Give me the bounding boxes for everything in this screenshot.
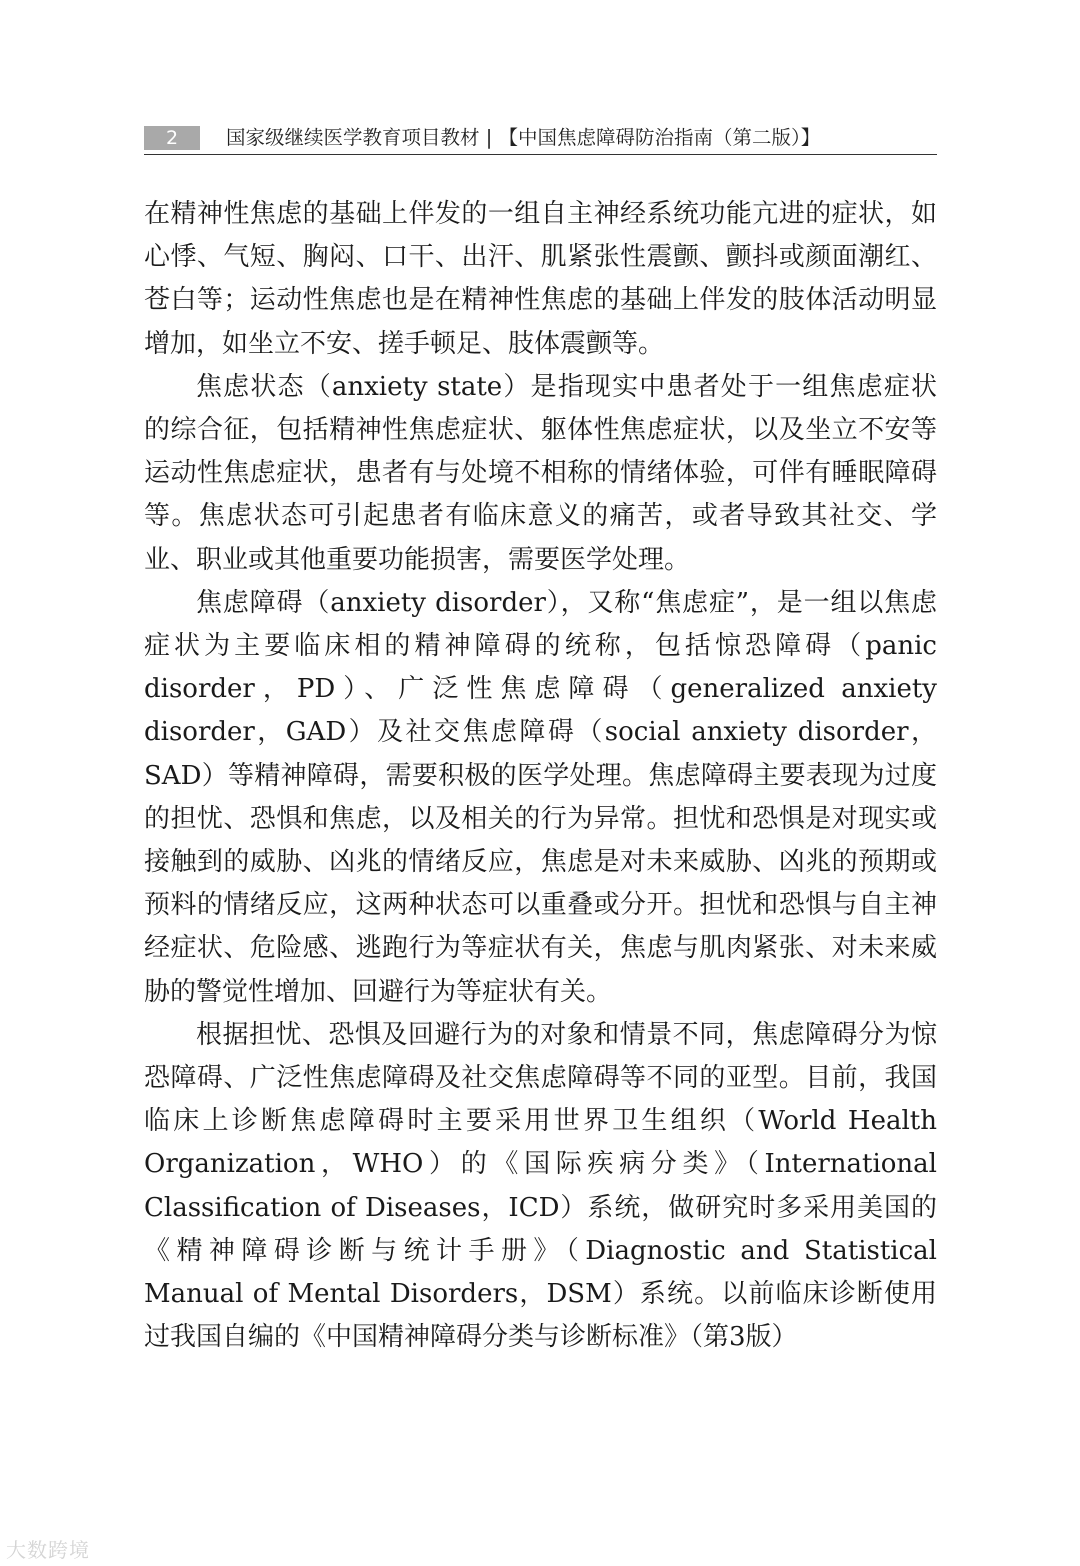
- paragraph-anxiety-state: 焦虑状态（anxiety state）是指现实中患者处于一组焦虑症状的综合征，包括精神性焦虑症状、躯体性焦虑症状，以及坐立不安等运动性焦虑症状，患者有与处境不相称的情绪体验，可伴有睡眠障碍等。焦虑状态可引起患者有临床意义的痛苦，或者导致其社交、学业、职业或其他重要功能损害，需要医学处理。: [144, 371, 937, 575]
- paragraph-subtypes: 根据担忧、恐惧及回避行为的对象和情景不同，焦虑障碍分为惊恐障碍、广泛性焦虑障碍及社交焦虑障碍等不同的亚型。目前，我国临床上诊断焦虑障碍时主要采用世界卫生组织（World Health Organization，WHO）的《国际疾病分类》（International Classification of Diseases，ICD）系统，做研究时多采用美国的《精神障碍诊断与统计手册》（Diagnostic and Statistical Manual of Mental Disorders，DSM）系统。以前临床诊断使用过我国自编的《中国精神障碍分类与诊断标准》（第3版）: [144, 1019, 937, 1353]
- body-text: [144, 193, 937, 1359]
- paragraph-anxiety-disorder: 焦虑障碍（anxiety disorder），又称“焦虑症”，是一组以焦虑症状为主要临床相的精神障碍的统称，包括惊恐障碍（panic disorder，PD）、广泛性焦虑障碍（generalized anxiety disorder，GAD）及社交焦虑障碍（social anxiety disorder，SAD）等精神障碍，需要积极的医学处理。焦虑障碍主要表现为过度的担忧、恐惧和焦虑，以及相关的行为异常。担忧和恐惧是对现实或接触到的威胁、凶兆的情绪反应，焦虑是对未来威胁、凶兆的预期或预料的情绪反应，这两种状态可以重叠或分开。担忧和恐惧与自主神经症状、危险感、逃跑行为等症状有关，焦虑与肌肉紧张、对未来威胁的警觉性增加、回避行为等症状有关。: [144, 587, 937, 1007]
- paragraph-continuation: 在精神性焦虑的基础上伴发的一组自主神经系统功能亢进的症状，如心悸、气短、胸闷、口干、出汗、肌紧张性震颤、颤抖或颜面潮红、苍白等；运动性焦虑也是在精神性焦虑的基础上伴发的肢体活动明显增加，如坐立不安、搓手顿足、肢体震颤等。: [144, 199, 937, 359]
- page-number: 2: [144, 126, 200, 150]
- running-header: [144, 124, 937, 155]
- running-header-title: 国家级继续医学教育项目教材 | 【中国焦虑障碍防治指南（第二版）】: [226, 126, 821, 149]
- watermark: 大数跨境: [6, 1538, 90, 1562]
